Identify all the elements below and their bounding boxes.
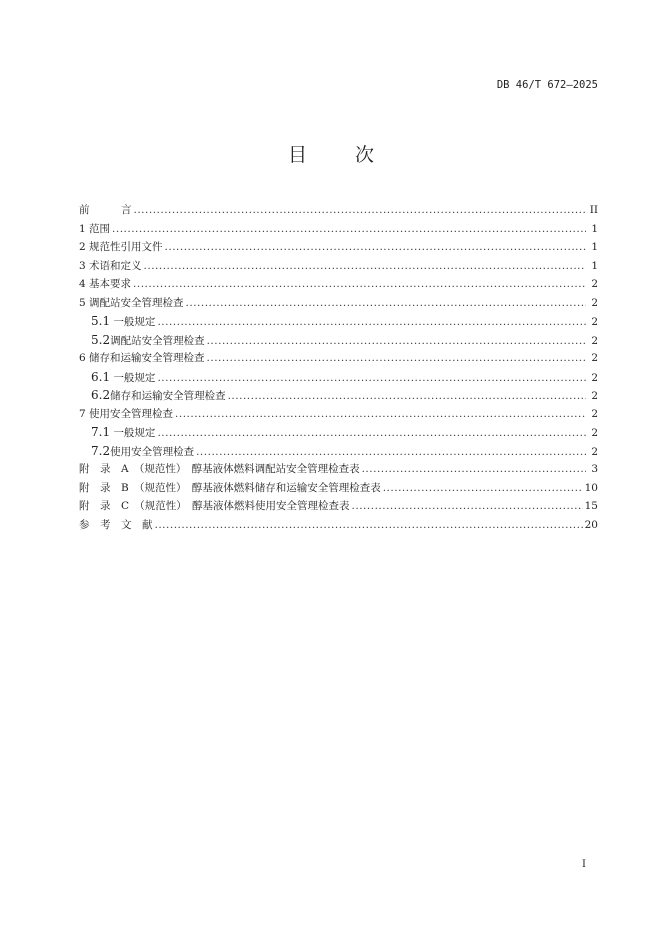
toc-entry-page: 1	[591, 259, 598, 272]
toc-leader-dots	[112, 220, 586, 239]
toc-entry-label	[91, 312, 155, 332]
toc-leader-dots	[144, 257, 586, 276]
toc-leader-dots	[157, 369, 586, 388]
toc-entry-label	[91, 423, 155, 443]
toc-entry-label: 7 使用安全管理检查	[79, 407, 174, 420]
toc-entry-page: 2	[591, 371, 598, 384]
toc-leader-dots	[157, 313, 586, 332]
toc-entry-page: 2	[591, 427, 598, 439]
toc-entry-page: 2	[591, 278, 598, 290]
toc-entry-label: 4 基本要求	[79, 278, 132, 290]
toc-entry-6-1[interactable]	[79, 368, 598, 387]
toc-entry-section-7[interactable]	[79, 405, 598, 424]
toc-entry-number: 5.1	[91, 314, 111, 328]
toc-leader-dots	[157, 424, 586, 443]
toc-leader-dots	[207, 332, 586, 351]
toc-title-left: 目	[287, 144, 307, 166]
toc-entry-label: 附 录 A （规范性） 醇基液体燃料调配站安全管理检查表	[79, 463, 360, 475]
toc-entry-appendix-b[interactable]	[79, 479, 598, 498]
toc-title-right: 次	[355, 144, 375, 166]
toc-entry-page: 15	[584, 500, 598, 512]
toc-leader-dots	[228, 387, 586, 406]
toc-leader-dots	[362, 460, 586, 479]
toc-entry-page: 2	[591, 407, 598, 420]
toc-entry-5-2[interactable]	[79, 331, 598, 350]
toc-leader-dots	[207, 349, 586, 368]
toc-entry-normative-references[interactable]	[79, 238, 598, 257]
toc-entry-terms[interactable]	[79, 257, 598, 276]
toc-entry-page: 3	[591, 463, 598, 475]
toc-entry-page: 2	[591, 390, 598, 402]
toc-entry-label: 1 范围	[79, 222, 111, 235]
toc-entry-label	[91, 442, 194, 462]
toc-entry-7-2[interactable]	[79, 442, 598, 461]
toc-entry-basic-requirements[interactable]	[79, 275, 598, 294]
toc-entry-page: 1	[591, 241, 598, 253]
toc-leader-dots	[352, 497, 583, 516]
toc-entry-number: 7.1	[91, 425, 111, 439]
toc-entry-label	[91, 331, 205, 351]
toc-entry-page: 2	[591, 296, 598, 309]
toc-entry-label: 6 储存和运输安全管理检查	[79, 352, 205, 364]
toc-entry-text: 调配站安全管理检查	[110, 334, 205, 347]
toc-leader-dots	[186, 294, 586, 313]
toc-entry-label: 参 考 文 献	[79, 518, 153, 531]
toc-leader-dots	[155, 516, 583, 535]
toc-entry-page: 10	[584, 481, 598, 494]
toc-leader-dots	[133, 275, 586, 294]
page-number: I	[582, 859, 586, 870]
toc-entry-section-6[interactable]	[79, 349, 598, 368]
toc-entry-number: 6.1	[91, 369, 111, 384]
toc-entry-page: 1	[591, 222, 598, 235]
toc-entry-number: 6.2	[91, 388, 111, 402]
toc-leader-dots	[134, 201, 587, 220]
toc-entry-text: 使用安全管理检查	[110, 445, 195, 458]
toc-leader-dots	[383, 479, 583, 498]
toc-entry-label	[91, 368, 155, 388]
document-code: DB 46/T 672—2025	[496, 79, 598, 91]
toc-entry-text: 一般规定	[113, 427, 156, 439]
toc-entry-label: 前 言	[79, 204, 132, 216]
toc-entry-label: 附 录 B （规范性） 醇基液体燃料储存和运输安全管理检查表	[79, 481, 381, 494]
toc-entry-number: 5.2	[91, 332, 111, 347]
toc-entry-6-2[interactable]	[79, 386, 598, 405]
toc-title	[0, 140, 662, 167]
toc-leader-dots	[196, 443, 586, 462]
toc-entry-label: 3 术语和定义	[79, 259, 142, 272]
toc-entry-page: 2	[591, 316, 598, 328]
toc-entry-text: 一般规定	[113, 316, 156, 328]
toc-entry-appendix-a[interactable]	[79, 460, 598, 479]
toc-entry-label: 附 录 C （规范性） 醇基液体燃料使用安全管理检查表	[79, 500, 350, 512]
toc-entry-7-1[interactable]	[79, 423, 598, 442]
toc-entry-bibliography[interactable]	[79, 516, 598, 535]
toc-entry-foreword[interactable]	[79, 201, 598, 220]
toc-entry-page: II	[589, 204, 598, 216]
toc-leader-dots	[165, 238, 586, 257]
toc-entry-label: 5 调配站安全管理检查	[79, 296, 184, 309]
toc-entry-number: 7.2	[91, 443, 111, 458]
toc-entry-text: 储存和运输安全管理检查	[110, 390, 226, 402]
toc-entry-page: 20	[584, 518, 598, 531]
toc-entry-page: 2	[591, 334, 598, 347]
table-of-contents	[79, 201, 598, 534]
toc-entry-scope[interactable]	[79, 220, 598, 239]
toc-entry-text: 一般规定	[113, 371, 156, 384]
toc-entry-page: 2	[591, 445, 598, 458]
toc-entry-5-1[interactable]	[79, 312, 598, 331]
toc-entry-page: 2	[591, 352, 598, 364]
toc-entry-section-5[interactable]	[79, 294, 598, 313]
toc-leader-dots	[175, 405, 586, 424]
toc-entry-appendix-c[interactable]	[79, 497, 598, 516]
toc-entry-label	[91, 386, 226, 406]
toc-entry-label: 2 规范性引用文件	[79, 241, 163, 253]
